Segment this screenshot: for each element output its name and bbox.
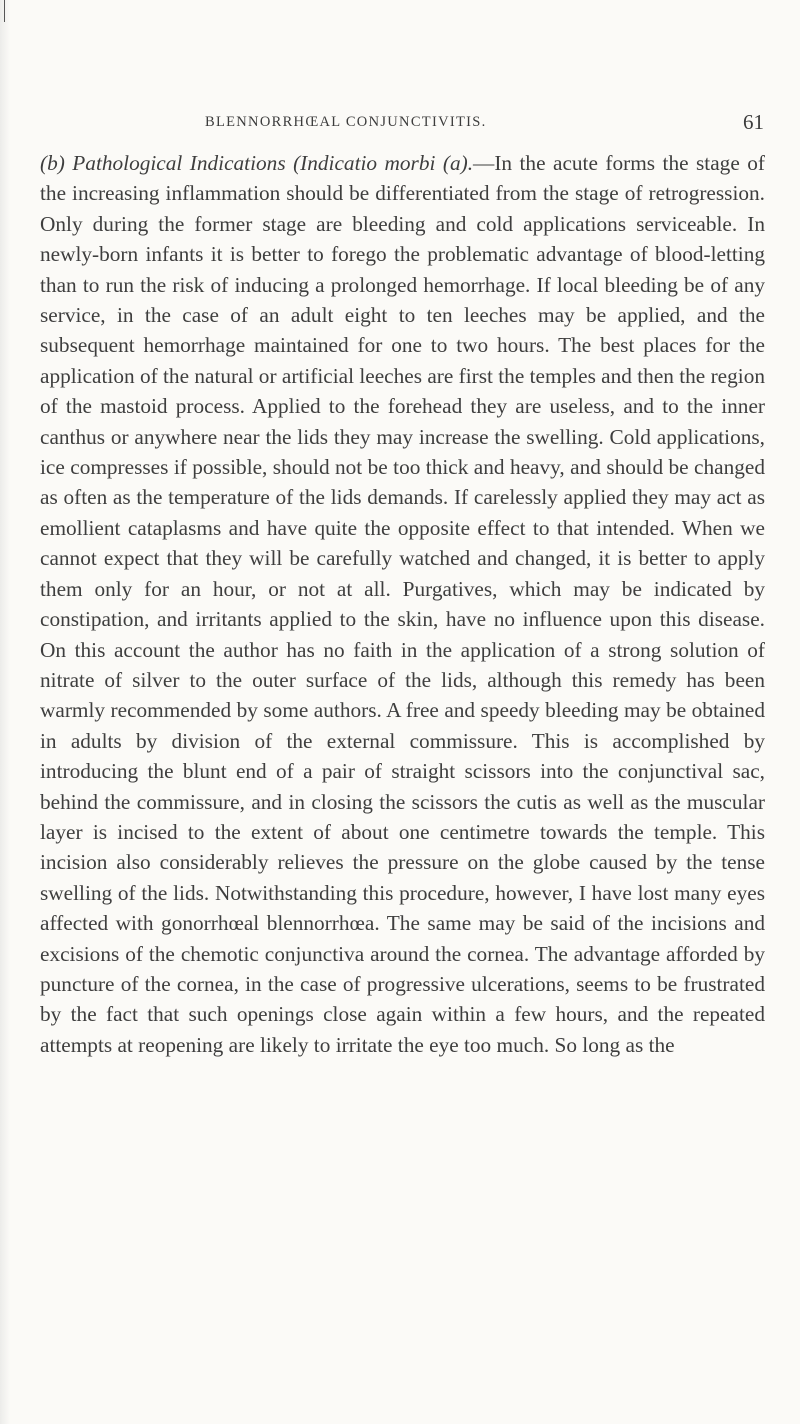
page-header <box>0 110 800 138</box>
section-lead-label: (b) Pathological Indications (Indicatio morbi (a). <box>40 151 474 175</box>
paragraph-text: —In the acute forms the stage of the increasing inflammation should be differentiated from the stage of retrogression. Only during the former stage are bleeding and cold applications serviceable. In newly-born infants it is better to forego the problematic advantage of blood-letting than to run the risk of inducing a prolonged hemorrhage. If local bleeding be of any service, in the case of an adult eight to ten leeches may be applied, and the subsequent hemorrhage maintained for one to two hours. The best places for the application of the natural or artificial leeches are first the temples and then the region of the mastoid process. Applied to the forehead they are useless, and to the inner canthus or anywhere near the lids they may increase the swelling. Cold applications, ice compresses if possible, should not be too thick and heavy, and should be changed as often as the temperature of the lids demands. If carelessly applied they may act as emollient cataplasms and have quite the opposite effect to that intended. When we cannot expect that they will be carefully watched and changed, it is better to apply them only for an hour, or not at all. Purgatives, which may be indicated by constipation, and irritants applied to the skin, have no influence upon this disease. On this account the author has no faith in the application of a strong solution of nitrate of silver to the outer surface of the lids, although this remedy has been warmly recommended by some authors. A free and speedy bleeding may be obtained in adults by division of the external commissure. This is accomplished by introducing the blunt end of a pair of straight scissors into the conjunctival sac, behind the commissure, and in closing the scissors the cutis as well as the muscular layer is incised to the extent of about one centimetre towards the temple. This incision also considerably relieves the pressure on the globe caused by the tense swelling of the lids. Notwithstanding this procedure, however, I have lost many eyes affected with gonorrhœal blennorrhœa. The same may be said of the incisions and excisions of the chemotic conjunctiva around the cornea. The advantage afforded by puncture of the cornea, in the case of progressive ulcerations, seems to be frustrated by the fact that such openings close again within a few hours, and the repeated attempts at reopening are likely to irritate the eye too much. So long as the <box>40 151 765 1057</box>
page-edge-mark <box>4 0 5 22</box>
running-title: BLENNORRHŒAL CONJUNCTIVITIS. <box>205 114 487 130</box>
page-number: 61 <box>743 110 764 134</box>
body-paragraph <box>40 148 765 1060</box>
binding-shadow <box>0 0 10 1424</box>
